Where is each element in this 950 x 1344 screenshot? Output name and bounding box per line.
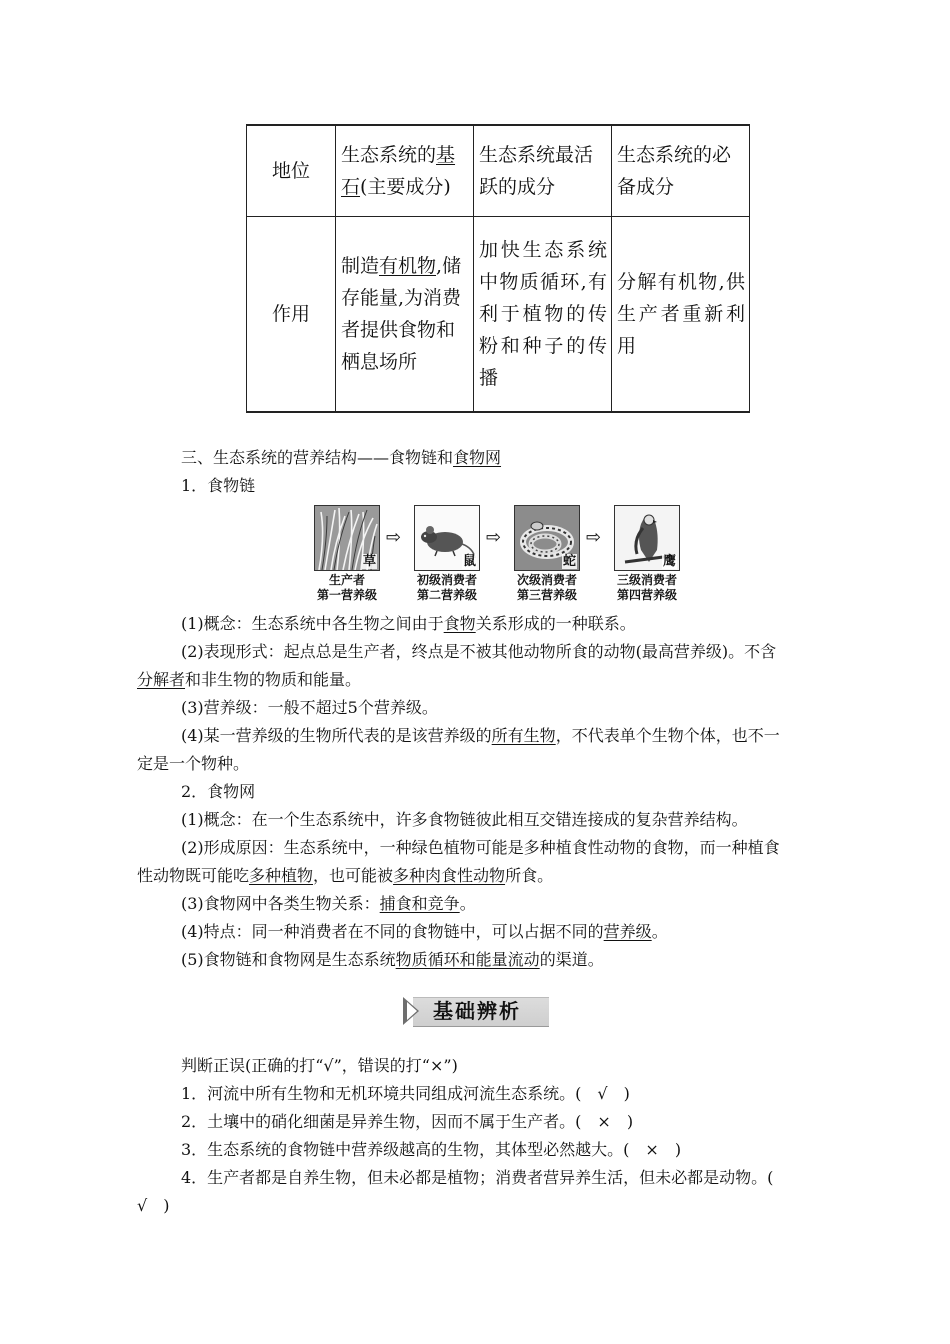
ecosystem-components-table [246, 124, 750, 413]
mouse-caption: 初级消费者 第二营养级 [416, 573, 477, 602]
cell-decomposer-function: 分解有机物,供生产者重新利用 [612, 217, 750, 413]
food-web-relations: (3)食物网中各类生物关系：捕食和竞争。 [181, 894, 476, 913]
food-chain-form-line1: (2)表现形式：起点总是生产者，终点是不被其他动物所食的动物(最高营养级)。不含 [181, 642, 777, 661]
quiz-item-4-line2: √ ) [137, 1196, 170, 1215]
food-chain-form-line2: 分解者和非生物的物质和能量。 [137, 670, 362, 689]
food-web-features: (4)特点：同一种消费者在不同的食物链中，可以占据不同的营养级。 [181, 922, 668, 941]
quiz-item-3: 3．生态系统的食物链中营养级越高的生物，其体型必然越大。( × ) [181, 1140, 682, 1159]
grass-caption: 生产者 第一营养级 [316, 573, 377, 602]
snake-label: 蛇 [562, 554, 576, 569]
snake-caption: 次级消费者 第三营养级 [516, 573, 577, 602]
row-header-position: 地位 [247, 125, 336, 217]
banner-title: 基础辨析 [433, 999, 521, 1023]
food-web-channel: (5)食物链和食物网是生态系统物质循环和能量流动的渠道。 [181, 950, 604, 969]
quiz-item-4-line1: 4．生产者都是自养生物，但未必都是植物；消费者营异养生活，但未必都是动物。( [181, 1168, 774, 1187]
section-banner [403, 997, 549, 1025]
snake-node [514, 505, 580, 571]
food-web-heading: 2．食物网 [181, 782, 256, 801]
food-chain-level-line1: (4)某一营养级的生物所代表的是该营养级的所有生物，不代表单个生物个体，也不一 [181, 726, 780, 745]
food-chain-figure [314, 505, 694, 605]
quiz-item-1: 1．河流中所有生物和无机环境共同组成河流生态系统。( √ ) [181, 1084, 630, 1103]
table-row [247, 125, 750, 217]
arrow-icon: ⇨ [486, 527, 502, 548]
cell-producer-function: 制造有机物,储存能量,为消费者提供食物和栖息场所 [336, 217, 474, 413]
row-header-function: 作用 [247, 217, 336, 413]
eagle-label: 鹰 [662, 554, 676, 569]
food-web-concept: (1)概念：在一个生态系统中，许多食物链彼此相互交错连接成的复杂营养结构。 [181, 810, 748, 829]
table-row [247, 217, 750, 413]
eagle-caption: 三级消费者 第四营养级 [616, 573, 677, 602]
section-title: 三、生态系统的营养结构——食物链和食物网 [181, 448, 502, 467]
arrow-icon: ⇨ [386, 527, 402, 548]
cell-producer-position: 生态系统的基石(主要成分) [336, 125, 474, 217]
food-chain-trophic-levels: (3)营养级：一般不超过5个营养级。 [181, 698, 438, 717]
food-chain-heading: 1．食物链 [181, 476, 256, 495]
mouse-node [414, 505, 480, 571]
cell-consumer-position: 生态系统最活跃的成分 [474, 125, 612, 217]
quiz-item-2: 2．土壤中的硝化细菌是异养生物，因而不属于生产者。( × ) [181, 1112, 634, 1131]
mouse-label: 鼠 [462, 554, 476, 569]
arrow-icon: ⇨ [586, 527, 602, 548]
grass-label: 草 [362, 554, 376, 569]
food-web-cause-line1: (2)形成原因：生态系统中，一种绿色植物可能是多种植食性动物的食物，而一种植食 [181, 838, 780, 857]
quiz-intro: 判断正误(正确的打“√”，错误的打“×”) [181, 1056, 458, 1075]
food-web-cause-line2: 性动物既可能吃多种植物，也可能被多种肉食性动物所食。 [137, 866, 554, 885]
food-chain-level-line2: 定是一个物种。 [137, 754, 250, 773]
eagle-node [614, 505, 680, 571]
food-chain-concept: (1)概念：生态系统中各生物之间由于食物关系形成的一种联系。 [181, 614, 636, 633]
cell-decomposer-position: 生态系统的必备成分 [612, 125, 750, 217]
cell-consumer-function: 加快生态系统中物质循环,有利于植物的传粉和种子的传播 [474, 217, 612, 413]
grass-node [314, 505, 380, 571]
